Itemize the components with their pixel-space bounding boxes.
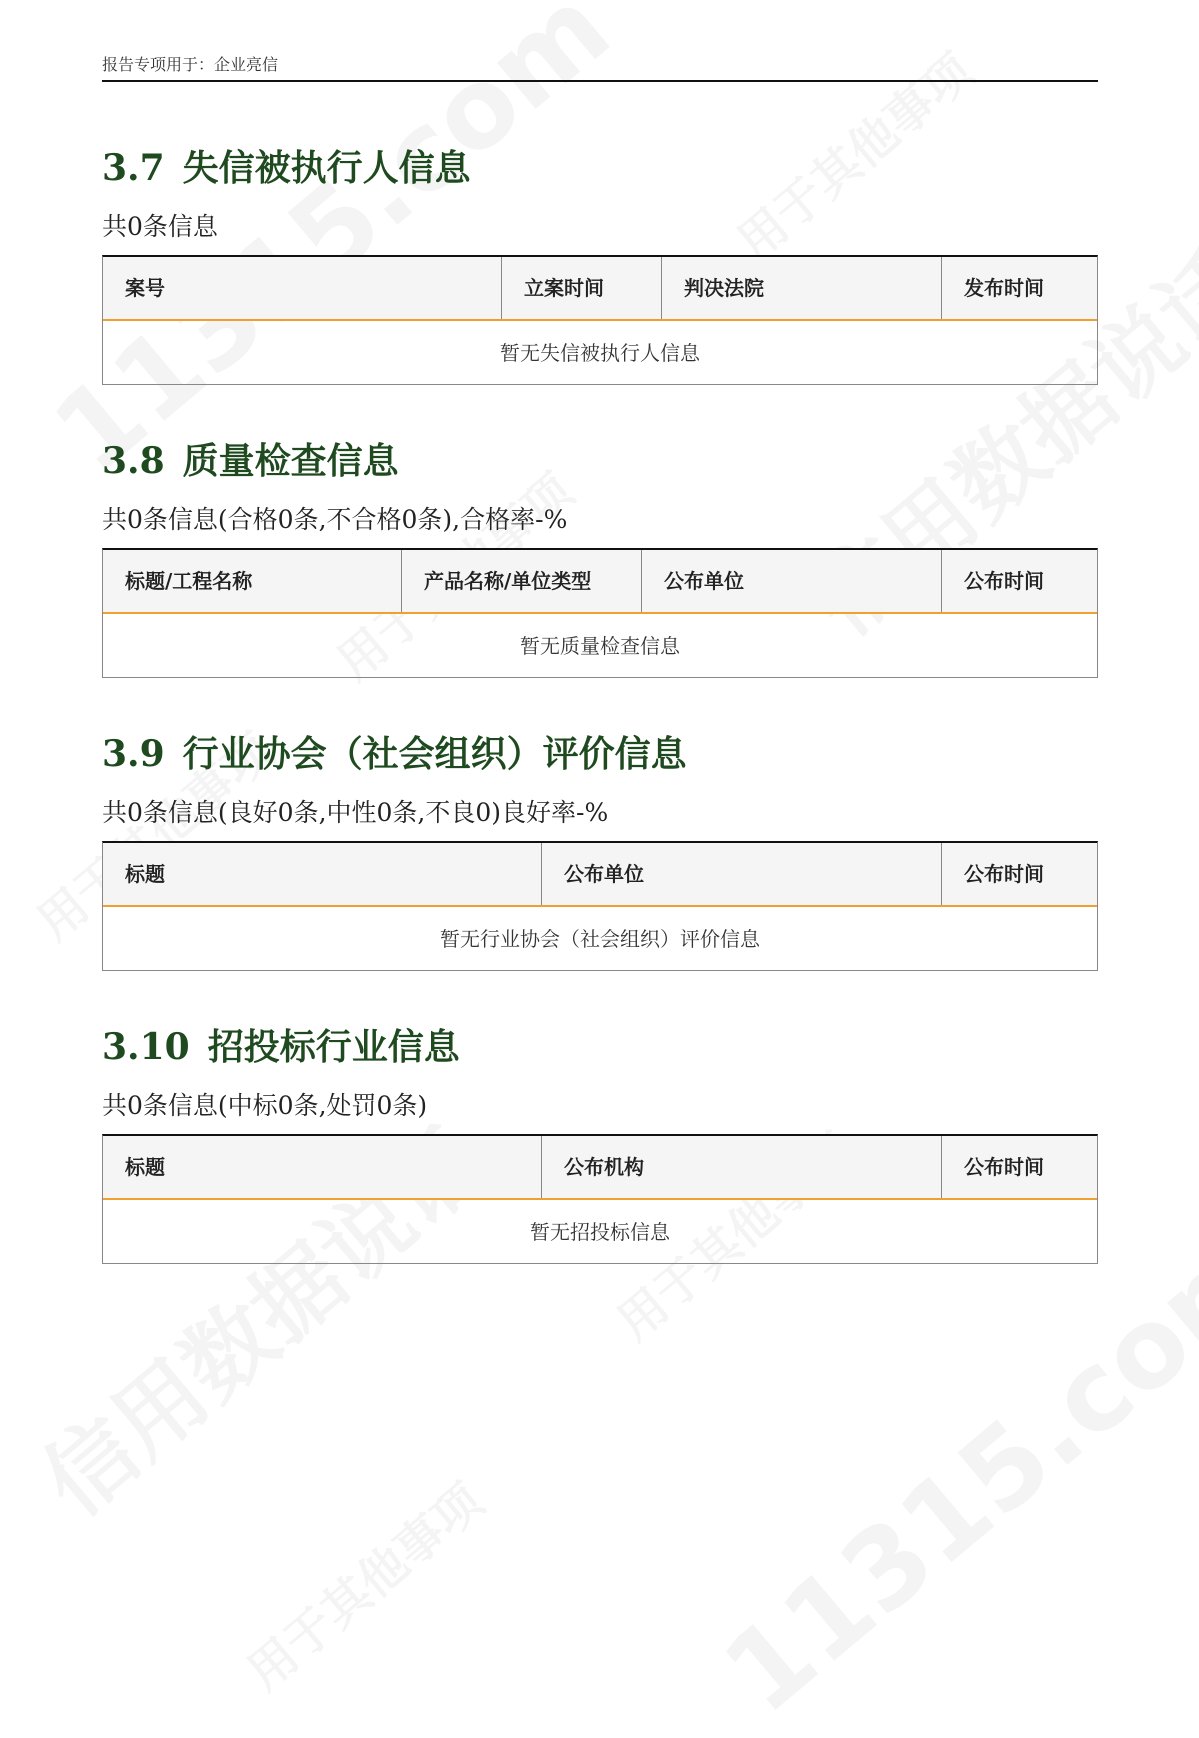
data-table [102, 1134, 1098, 1264]
table-header [103, 1136, 1097, 1200]
column-header: 标题 [125, 1155, 165, 1179]
data-table [102, 841, 1098, 971]
section-summary: 共0条信息 [102, 212, 218, 241]
header-text: 报告专项用于：企业亮信 [102, 55, 279, 74]
empty-row: 暂无招投标信息 [530, 1220, 670, 1244]
section-number: 3.10 [102, 1026, 190, 1068]
column-header: 判决法院 [661, 257, 941, 319]
section-title [102, 437, 399, 485]
column-header: 产品名称/单位类型 [401, 550, 641, 612]
section-quality-inspection [102, 437, 1098, 687]
section-bidding [102, 1023, 1098, 1273]
column-header: 立案时间 [501, 257, 661, 319]
column-header: 公布机构 [541, 1136, 941, 1198]
column-header: 公布单位 [541, 843, 941, 905]
column-header: 案号 [125, 276, 165, 300]
column-header: 公布单位 [641, 550, 941, 612]
data-table [102, 548, 1098, 678]
column-header: 发布时间 [941, 257, 1099, 319]
section-number: 3.9 [102, 733, 165, 775]
watermark [230, 1465, 495, 1703]
section-dishonest-executee [102, 144, 1098, 394]
section-title [102, 730, 687, 778]
table-header [103, 257, 1097, 321]
column-header: 公布时间 [941, 550, 1099, 612]
page-header [102, 50, 1098, 82]
section-summary: 共0条信息(良好0条,中性0条,不良0)良好率-% [102, 798, 609, 827]
table-header [103, 843, 1097, 907]
section-industry-association [102, 730, 1098, 980]
section-number: 3.7 [102, 147, 165, 189]
section-title [102, 144, 471, 192]
section-title-text: 失信被执行人信息 [182, 147, 471, 189]
section-number: 3.8 [102, 440, 165, 482]
empty-row: 暂无行业协会（社会组织）评价信息 [440, 927, 760, 951]
section-title [102, 1023, 460, 1071]
data-table [102, 255, 1098, 385]
section-title-text: 招投标行业信息 [207, 1026, 460, 1068]
table-header [103, 550, 1097, 614]
section-title-text: 质量检查信息 [182, 440, 399, 482]
section-summary: 共0条信息(中标0条,处罚0条) [102, 1091, 428, 1120]
column-header: 公布时间 [941, 1136, 1099, 1198]
section-summary: 共0条信息(合格0条,不合格0条),合格率-% [102, 505, 568, 534]
watermark [700, 1203, 1199, 1738]
column-header: 标题 [125, 862, 165, 886]
section-title-text: 行业协会（社会组织）评价信息 [182, 733, 687, 775]
empty-row: 暂无失信被执行人信息 [500, 341, 700, 365]
column-header: 标题/工程名称 [125, 569, 253, 593]
column-header: 公布时间 [941, 843, 1099, 905]
empty-row: 暂无质量检查信息 [520, 634, 680, 658]
